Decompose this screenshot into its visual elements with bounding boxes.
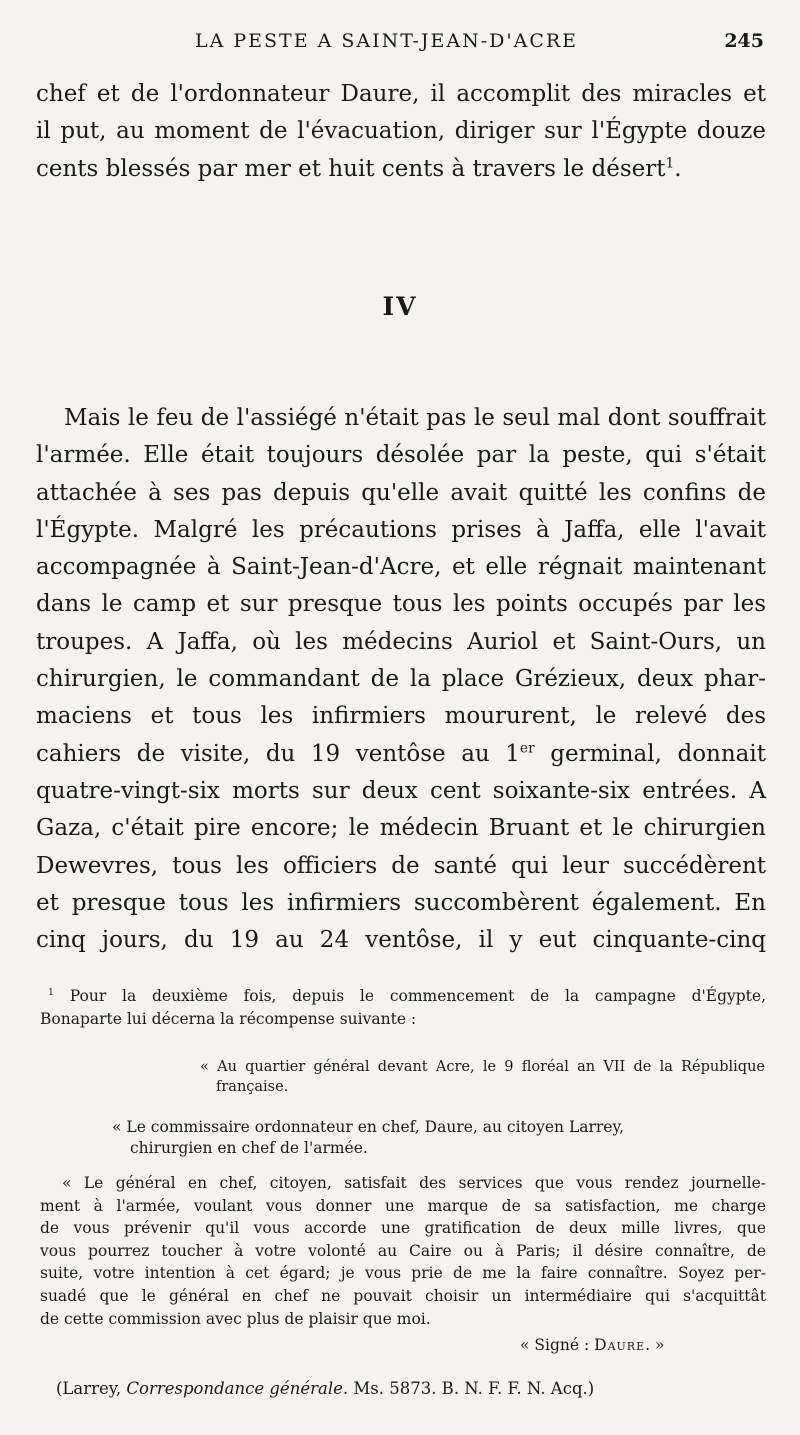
- footnote-line: Bonaparte lui décerna la récompense suivante :: [40, 1009, 417, 1028]
- text-line: maciens et tous les infirmiers moururent, le relevé des: [36, 703, 766, 730]
- text-line: Dewevres, tous les officiers de santé qui leur succédèrent: [36, 852, 766, 879]
- letter-dateline-line: française.: [216, 1079, 289, 1095]
- text-line: [36, 151, 766, 188]
- source-rest: Ms. 5873. B. N. F. F. N. Acq.): [348, 1379, 595, 1398]
- text-line: accompagnée à Saint-Jean-d'Acre, et elle régnait maintenant: [36, 554, 766, 581]
- text-line: chirurgien, le commandant de la place Grézieux, deux phar-: [36, 666, 766, 693]
- letter-dateline: [200, 1057, 765, 1097]
- sentence-end: .: [674, 155, 682, 182]
- text-line: Mais le feu de l'assiégé n'était pas le seul mal dont souffrait: [64, 405, 766, 431]
- text-line-content: germinal, donnait: [534, 740, 766, 767]
- page-number: 245: [724, 30, 764, 52]
- text-line: chef et de l'ordonnateur Daure, il accomplit des miracles et: [36, 81, 766, 107]
- letter-dateline-line: « Au quartier général devant Acre, le 9 floréal an VII de la République: [200, 1059, 765, 1075]
- source-title: Correspondance générale.: [126, 1379, 349, 1398]
- footnote-marker: 1: [48, 986, 54, 998]
- letter-line: de vous prévenir qu'il vous accorde une gratification de deux mille livres, que: [40, 1219, 766, 1238]
- letter-line: suadé que le général en chef ne pouvait choisir un intermédiaire qui s'acquittât: [40, 1286, 766, 1305]
- letter-line: de cette commission avec plus de plaisir que moi.: [40, 1309, 431, 1328]
- letter-body: [40, 1172, 766, 1330]
- text-line: attachée à ses pas depuis qu'elle avait quitté les confins de: [36, 479, 766, 506]
- footnote-line: [40, 985, 766, 1008]
- signature-suffix: . »: [645, 1336, 665, 1354]
- signature-prefix: « Signé :: [520, 1336, 595, 1354]
- paragraph-continuation: [36, 76, 766, 188]
- paragraph: [36, 400, 766, 959]
- text-line-content: cahiers de visite, du 19 ventôse au 1: [36, 740, 520, 767]
- ordinal-suffix: er: [519, 740, 535, 757]
- text-line: troupes. A Jaffa, où les médecins Auriol et Saint-Ours, un: [36, 628, 766, 655]
- footnote-text: Pour la deuxième fois, depuis le commencement de la campagne d'Égypte,: [69, 987, 766, 1005]
- footnote: [40, 985, 766, 1030]
- running-head: [0, 30, 800, 60]
- text-line: l'armée. Elle était toujours désolée par la peste, qui s'était: [36, 442, 766, 469]
- letter-address-line: « Le commissaire ordonnateur en chef, Daure, au citoyen Larrey,: [112, 1118, 625, 1136]
- letter-line: suite, votre intention à cet égard; je vous prie de me la faire connaître. Soyez per-: [40, 1264, 766, 1283]
- letter-address: [112, 1117, 766, 1159]
- letter-line: « Le général en chef, citoyen, satisfait des services que vous rendez journelle-: [62, 1174, 766, 1192]
- footnote-reference[interactable]: 1: [665, 154, 675, 171]
- text-line: il put, au moment de l'évacuation, diriger sur l'Égypte douze: [36, 118, 766, 145]
- letter-address-line: chirurgien en chef de l'armée.: [130, 1139, 368, 1157]
- letter-signature: [520, 1336, 664, 1354]
- signature-name: Daure: [594, 1336, 646, 1354]
- text-line: dans le camp et sur presque tous les points occupés par les: [36, 591, 766, 618]
- text-line: quatre-vingt-six morts sur deux cent soixante-six entrées. A: [36, 777, 766, 804]
- source-citation: [56, 1379, 594, 1398]
- text-line: Gaza, c'était pire encore; le médecin Bruant et le chirurgien: [36, 815, 766, 842]
- text-line: [36, 736, 766, 773]
- text-line: l'Égypte. Malgré les précautions prises à Jaffa, elle l'avait: [36, 516, 766, 543]
- letter-line: ment à l'armée, voulant vous donner une marque de sa satisfaction, me charge: [40, 1196, 766, 1215]
- text-line-content: cents blessés par mer et huit cents à travers le désert: [36, 155, 666, 182]
- text-line: cinq jours, du 19 au 24 ventôse, il y eut cinquante-cinq: [36, 927, 766, 954]
- text-line: et presque tous les infirmiers succombèrent également. En: [36, 889, 766, 916]
- source-open: (Larrey,: [56, 1379, 127, 1398]
- running-title: LA PESTE A SAINT-JEAN-D'ACRE: [195, 30, 579, 52]
- section-heading: IV: [382, 292, 418, 321]
- letter-line: vous pourrez toucher à votre volonté au Caire ou à Paris; il désire connaître, de: [40, 1241, 766, 1260]
